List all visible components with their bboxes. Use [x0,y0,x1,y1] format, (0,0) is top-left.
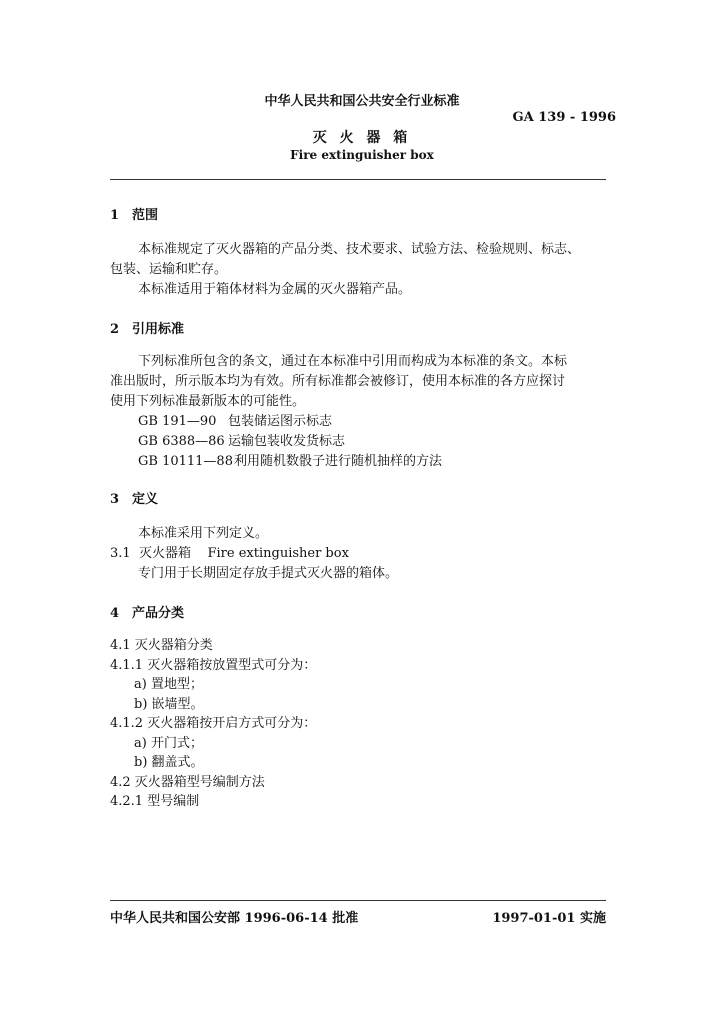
clause-4-1-2: 4.1.2 灭火器箱按开启方式可分为： [110,716,317,731]
clause-4-2: 4.2 灭火器箱型号编制方法 [110,774,265,790]
definition-term: 灭火器箱 [138,546,191,561]
section-3-heading: 3 定义 [110,492,159,507]
reference-item [110,412,616,432]
reference-item [110,432,616,452]
header-divider [110,179,606,180]
reference-item [110,452,616,472]
clause-4-1-1: 4.1.1 灭火器箱按放置型式可分为： [110,657,317,673]
title-chinese: 灭 火 器 箱 [312,130,412,146]
section-1-line-2: 包装、运输和贮存。 [110,262,228,277]
reference-code: GB 10111—88 [138,454,233,469]
section-2-line-1: 下列标准所包含的条文，通过在本标准中引用而构成为本标准的条文。本标 [138,354,568,369]
clause-4-1: 4.1 灭火器箱分类 [110,638,213,653]
clause-4-1-1-b: b) 嵌墙型。 [134,696,204,712]
section-1-line-1: 本标准规定了灭火器箱的产品分类、技术要求、试验方法、检验规则、标志、 [138,242,581,257]
section-2-body [110,352,616,472]
definition-term-english: Fire extinguisher box [207,546,349,561]
footer-divider [110,900,606,901]
effective-date: 1997-01-01 实施 [492,911,606,926]
clause-4-2-1: 4.2.1 型号编制 [110,794,200,809]
reference-title: 利用随机数骰子进行随机抽样的方法 [234,454,443,469]
standard-code: GA 139 - 1996 [512,110,616,125]
definition-line [110,544,616,564]
reference-title: 包装储运图示标志 [228,414,333,429]
section-1-body [110,240,616,300]
clause-4-1-2-b: b) 翻盖式。 [134,755,204,770]
section-3-body [110,524,616,584]
section-4-heading: 4 产品分类 [110,606,185,621]
section-1-line-3: 本标准适用于箱体材料为金属的灭火器箱产品。 [138,282,412,297]
reference-code: GB 6388—86 [138,434,225,449]
definition-number: 3.1 [110,546,131,561]
issuer-title: 中华人民共和国公共安全行业标准 [264,94,460,109]
clause-4-1-1-a: a) 置地型； [134,677,203,692]
reference-title: 运输包装收发货标志 [228,434,346,449]
section-2-line-2: 准出版时，所示版本均为有效。所有标准都会被修订，使用本标准的各方应探讨 [110,374,566,389]
section-3-intro: 本标准采用下列定义。 [138,526,269,541]
section-2-line-3: 使用下列标准最新版本的可能性。 [110,394,306,409]
title-english: Fire extinguisher box [290,148,434,162]
section-1-heading: 1 范围 [110,208,159,223]
reference-code: GB 191—90 [138,414,217,429]
section-2-heading: 2 引用标准 [110,322,185,337]
definition-text: 专门用于长期固定存放手提式灭火器的箱体。 [138,566,399,581]
section-4-body [110,636,616,812]
approval-line: 中华人民共和国公安部 1996-06-14 批准 [110,911,359,926]
clause-4-1-2-a: a) 开门式； [134,735,203,751]
